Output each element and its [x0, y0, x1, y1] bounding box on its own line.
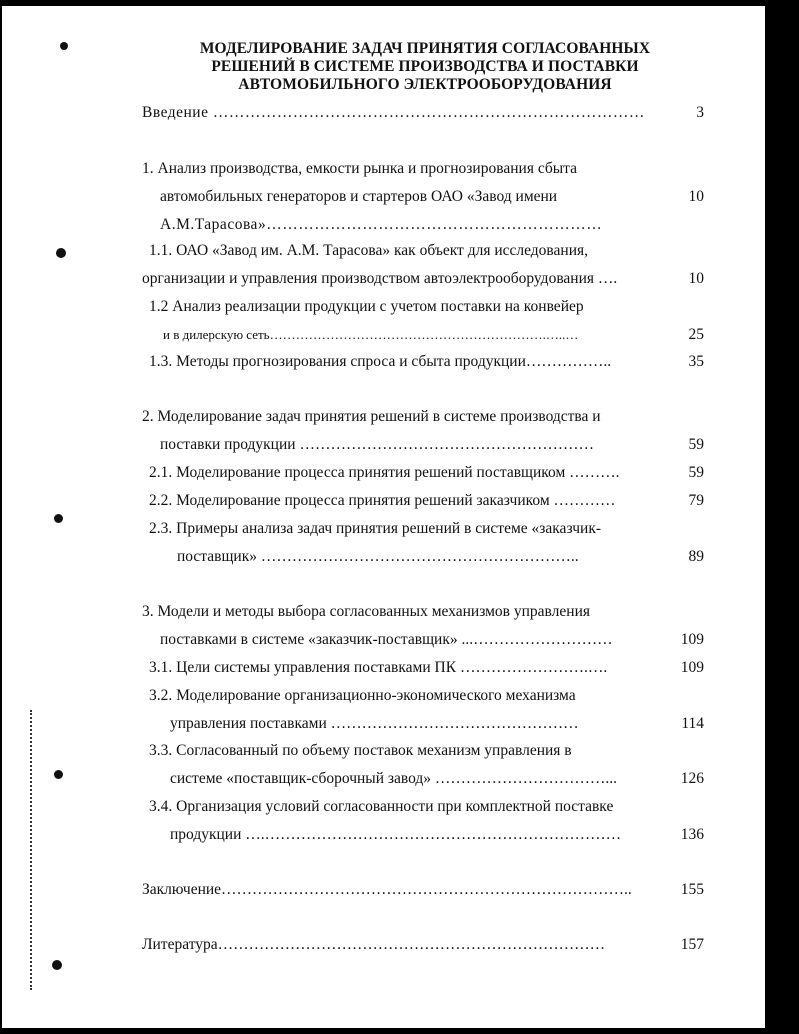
scan-border-left: [0, 0, 2, 1034]
toc-page-number: 10: [688, 270, 704, 287]
punch-hole-mark: [52, 960, 62, 970]
scan-border-bottom: [0, 1028, 799, 1034]
toc-section-3-2-cont: управления поставками …………………………………………: [170, 715, 579, 732]
toc-page-number: 89: [688, 548, 704, 565]
toc-chapter-1: 1. Анализ производства, емкости рынка и прогнозирования сбыта: [142, 160, 578, 177]
toc-page-number: 109: [680, 659, 704, 676]
toc-section-1-1: 1.1. ОАО «Завод им. А.М. Тарасова» как объект для исследования,: [149, 242, 589, 259]
title-line: АВТОМОБИЛЬНОГО ЭЛЕКТРООБОРУДОВАНИЯ: [238, 76, 612, 93]
toc-chapter-1-cont: А.М.Тарасова»………………………………………………………: [160, 216, 603, 233]
toc-section-3-4: 3.4. Организация условий согласованности при комплектной поставке: [149, 798, 614, 815]
toc-section-2-3-cont: поставщик» ……………………………………………………..: [177, 548, 579, 565]
punch-hole-mark: [54, 514, 63, 523]
toc-section-3-3-cont: системе «поставщик-сборочный завод» ……………………………...: [170, 770, 618, 787]
scan-border-right: [765, 0, 799, 1034]
toc-page-number: 10: [688, 188, 704, 205]
toc-section-3-1: 3.1. Цели системы управления поставками ПК …………………….….: [149, 659, 608, 676]
title-line: РЕШЕНИЙ В СИСТЕМЕ ПРОИЗВОДСТВА И ПОСТАВКИ: [211, 58, 639, 75]
toc-page-number: 126: [680, 770, 704, 787]
toc-page-number: 114: [681, 715, 704, 732]
toc-page-number: 155: [680, 881, 704, 898]
toc-chapter-2-cont: поставки продукции …………………………………………………: [160, 436, 594, 453]
toc-section-1-1-cont: организации и управления производством автоэлектрооборудования ….: [142, 270, 618, 287]
punch-hole-mark: [60, 42, 68, 50]
toc-section-2-3: 2.3. Примеры анализа задач принятия решений в системе «заказчик-: [149, 520, 602, 537]
toc-page-number: 79: [688, 492, 704, 509]
scan-speckle: [30, 710, 44, 990]
toc-section-1-3: 1.3. Методы прогнозирования спроса и сбыта продукции……………..: [149, 353, 612, 370]
punch-hole-mark: [54, 770, 63, 779]
toc-chapter-3-cont: поставками в системе «заказчик-поставщик» ...………………………: [160, 631, 613, 648]
toc-section-3-4-cont: продукции ….……………………………………………………………: [170, 826, 622, 843]
toc-page-number: 3: [696, 104, 704, 121]
title-line: МОДЕЛИРОВАНИЕ ЗАДАЧ ПРИНЯТИЯ СОГЛАСОВАННЫХ: [199, 40, 651, 57]
toc-page-number: 59: [688, 464, 704, 481]
toc-chapter-3: 3. Модели и методы выбора согласованных механизмов управления: [142, 603, 590, 620]
toc-conclusion: Заключение……………………………………………………………………..: [142, 881, 632, 898]
toc-section-1-2-cont: и в дилерскую сеть……………………………………………………….…..…: [163, 327, 579, 342]
toc-page-number: 109: [680, 631, 704, 648]
toc-page-number: 35: [688, 353, 704, 370]
toc-section-2-1: 2.1. Моделирование процесса принятия решений поставщиком ……….: [149, 464, 620, 481]
toc-section-3-2: 3.2. Моделирование организационно-экономического механизма: [149, 687, 576, 704]
toc-section-2-2: 2.2. Моделирование процесса принятия решений заказчиком …………: [149, 492, 616, 509]
toc-section-3-3: 3.3. Согласованный по объему поставок механизм управления в: [149, 742, 572, 759]
toc-literature: Литература…………………………………………………………………: [142, 936, 606, 953]
toc-section-1-2: 1.2 Анализ реализации продукции с учетом поставки на конвейер: [149, 298, 584, 315]
toc-page-number: 25: [688, 326, 704, 343]
toc-chapter-2: 2. Моделирование задач принятия решений в системе производства и: [142, 408, 601, 425]
scan-border-top: [0, 0, 799, 6]
document-title: [140, 40, 710, 94]
punch-hole-mark: [56, 248, 66, 258]
toc-intro: Введение ………………………………………………………………………: [142, 104, 645, 121]
toc-chapter-1-cont: автомобильных генераторов и стартеров ОАО «Завод имени: [160, 188, 558, 205]
toc-page-number: 59: [688, 436, 704, 453]
toc-page-number: 136: [680, 826, 704, 843]
toc-page-number: 157: [680, 936, 704, 953]
